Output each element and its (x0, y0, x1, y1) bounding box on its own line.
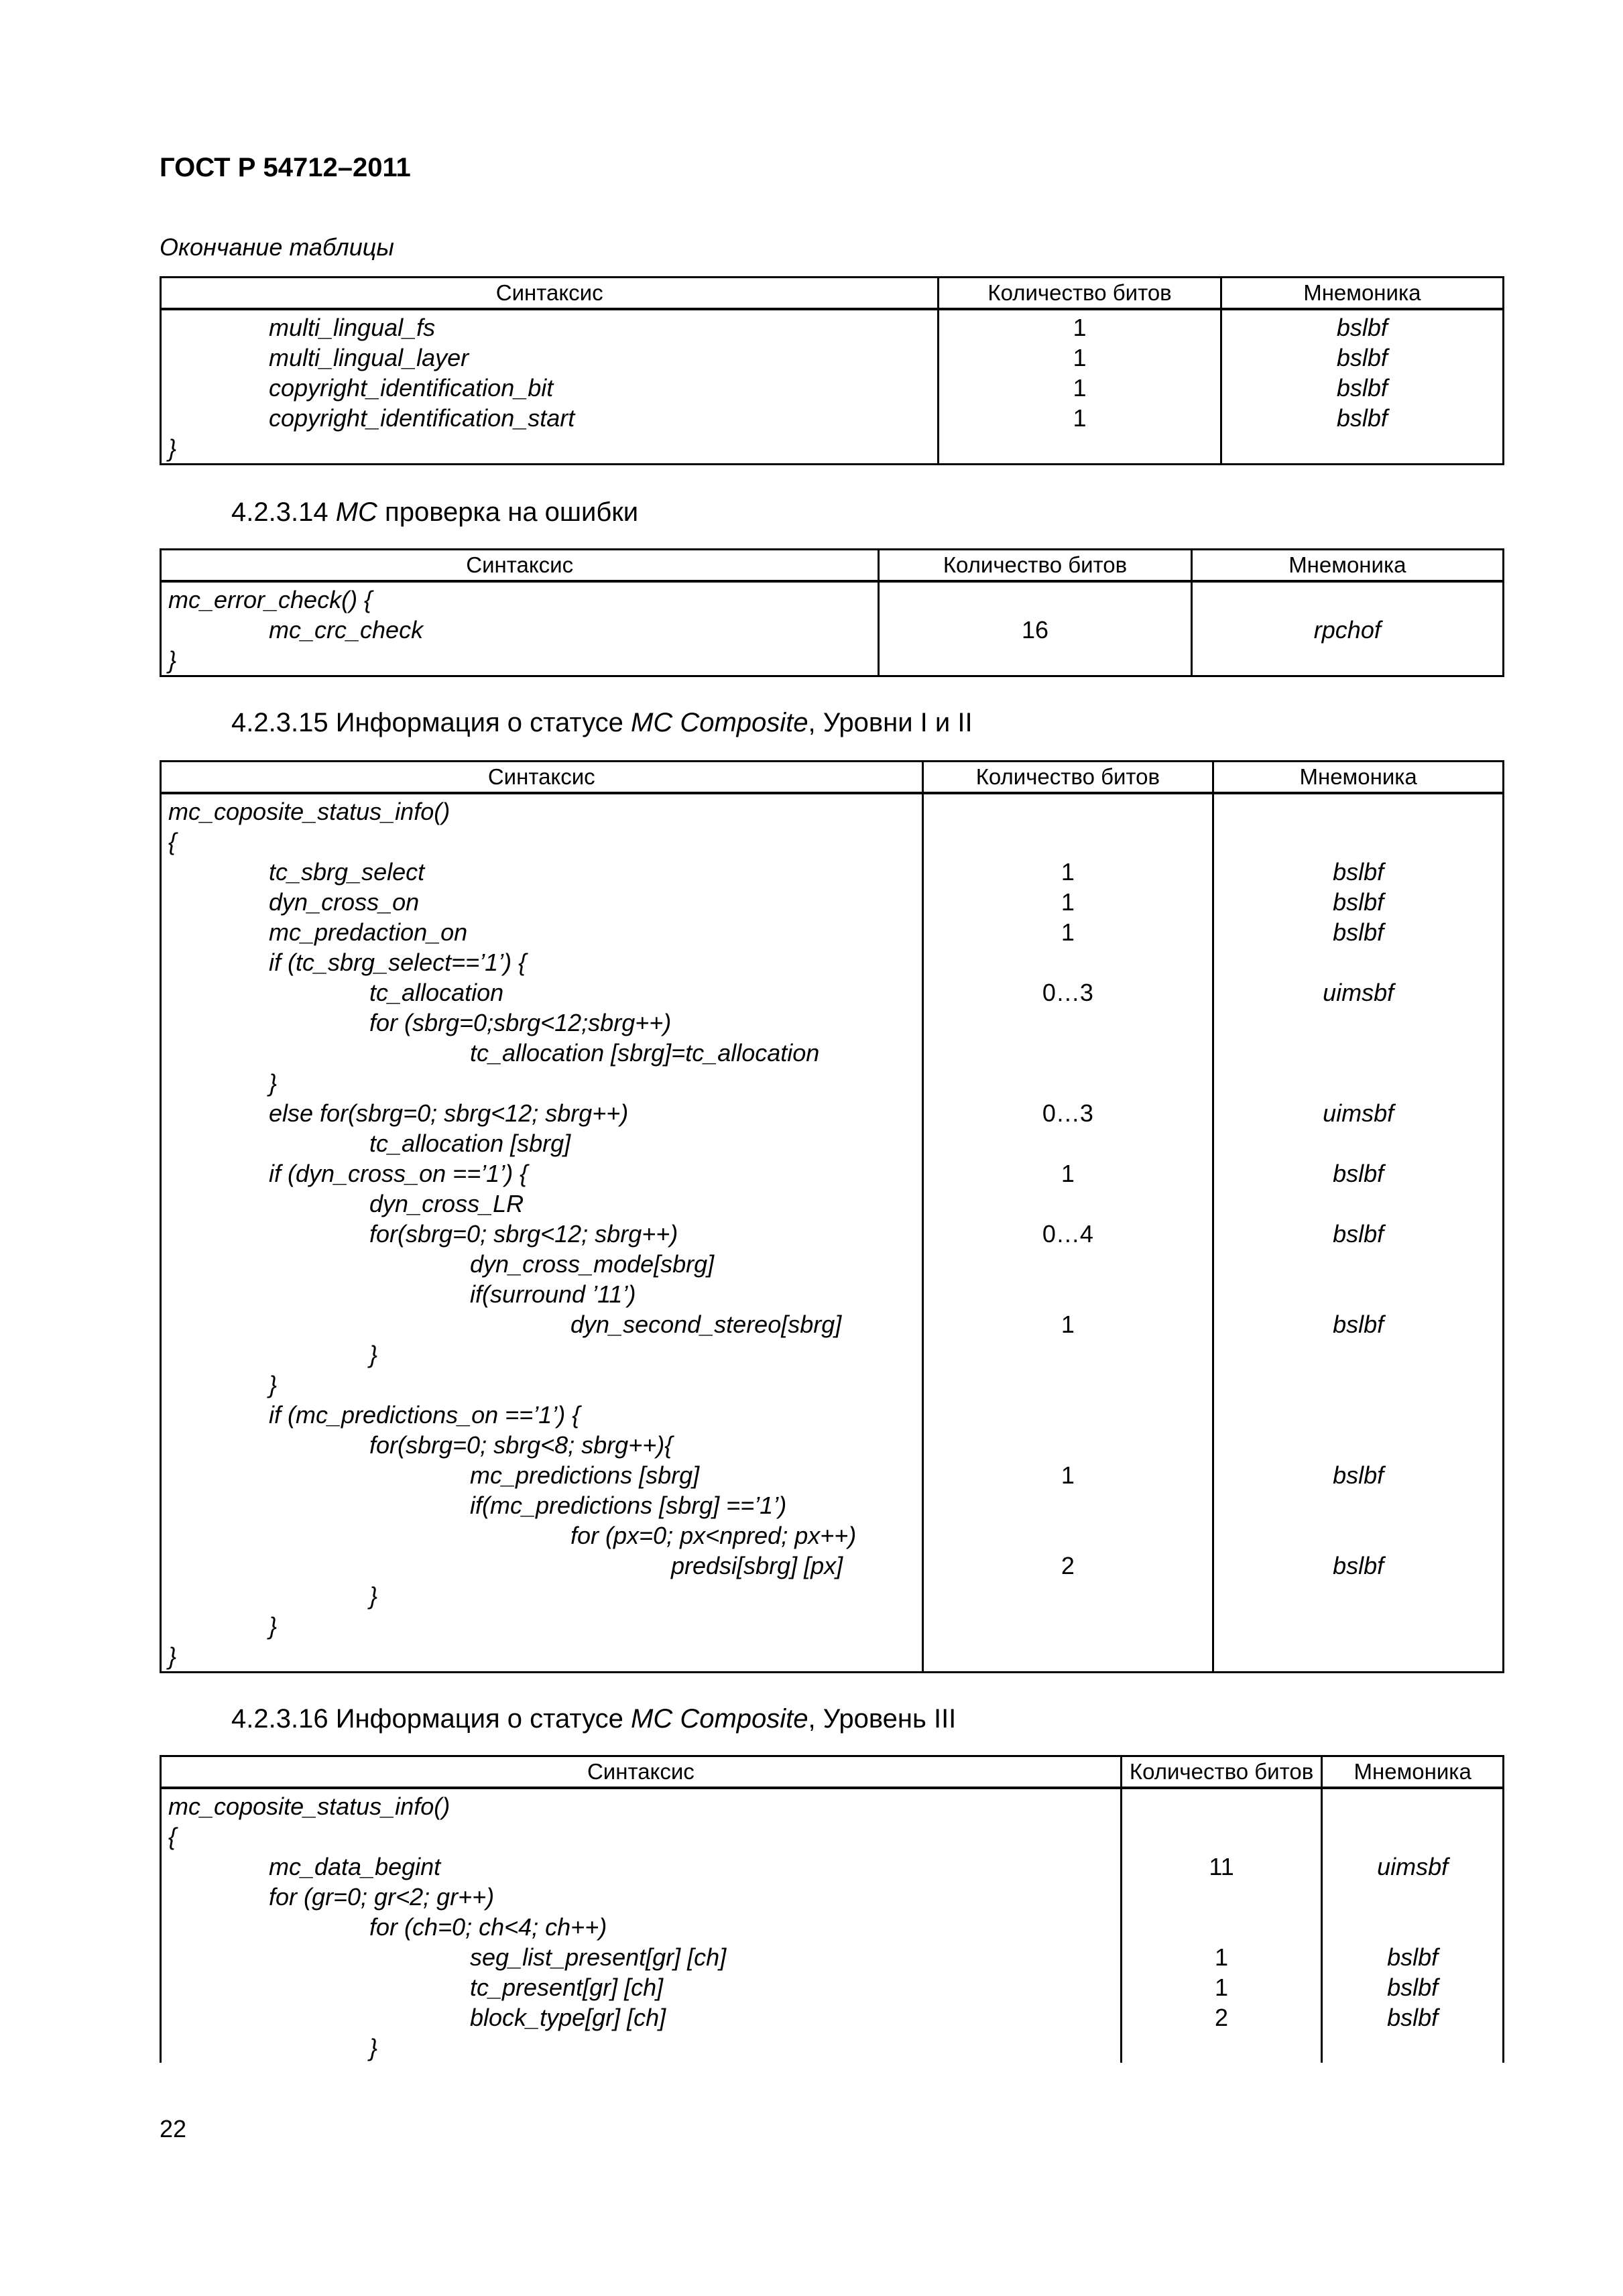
bits-value (924, 1128, 1213, 1158)
syntax-column (161, 581, 879, 676)
code-line: { (168, 1823, 177, 1850)
mnemonic-value (1214, 1128, 1502, 1158)
code-line: mc_coposite_status_info() (168, 1793, 450, 1820)
code-line: multi_lingual_fs (269, 314, 436, 341)
header-syntax: Синтаксис (161, 550, 879, 582)
code-line: if (mc_predictions_on ==’1’) { (269, 1401, 581, 1429)
mnemonic-value: bslbf (1333, 1461, 1384, 1489)
code-line: tc_allocation [sbrg] (369, 1130, 571, 1157)
mnemonic-value (1214, 1490, 1502, 1520)
bits-value: 1 (1073, 344, 1087, 371)
code-line: for(sbrg=0; sbrg<8; sbrg++){ (369, 1431, 673, 1459)
mnemonic-value (1214, 947, 1502, 977)
code-line: for (sbrg=0;sbrg<12;sbrg++) (369, 1009, 672, 1036)
bits-value: 1 (1061, 888, 1075, 916)
mnemonic-value: bslbf (1387, 2004, 1439, 2031)
mnemonic-value: bslbf (1333, 1311, 1384, 1338)
mnemonic-value: bslbf (1333, 1160, 1384, 1187)
bits-value (924, 796, 1213, 827)
bits-column (922, 793, 1213, 1673)
mnemonic-value (1214, 1400, 1502, 1430)
code-line: } (269, 1069, 278, 1097)
mnemonic-value (1323, 2033, 1502, 2063)
bits-value: 0…4 (1042, 1220, 1093, 1248)
bits-value: 1 (1073, 374, 1087, 402)
bits-value (1122, 1821, 1321, 1852)
header-mnemonic: Мнемоника (1213, 762, 1504, 794)
mnemonic-value: uimsbf (1323, 1099, 1394, 1127)
section-emphasis: MC Composite (631, 708, 808, 737)
bits-value (924, 1008, 1213, 1038)
bits-value (924, 1279, 1213, 1309)
bits-value: 1 (1061, 918, 1075, 946)
syntax-column (161, 309, 939, 465)
bits-value: 2 (1215, 2004, 1229, 2031)
code-line: if(mc_predictions [sbrg] ==’1’) (470, 1492, 787, 1519)
bits-value (924, 1611, 1213, 1641)
bits-value: 1 (1061, 1160, 1075, 1187)
bits-value (924, 1581, 1213, 1611)
code-line: mc_predaction_on (269, 918, 468, 946)
mnemonic-value (1214, 1581, 1502, 1611)
mnemonic-value: rpchof (1313, 616, 1381, 644)
section-heading-14 (231, 497, 638, 528)
syntax-column (161, 793, 923, 1673)
code-line: if (dyn_cross_on ==’1’) { (269, 1160, 528, 1187)
mnemonic-column (1191, 581, 1503, 676)
header-syntax: Синтаксис (161, 762, 923, 794)
bits-value: 1 (1073, 314, 1087, 341)
mnemonic-column (1322, 1788, 1504, 2063)
mnemonic-value (1214, 1189, 1502, 1219)
code-line: for (ch=0; ch<4; ch++) (369, 1913, 607, 1941)
code-line: if(surround ’11’) (470, 1280, 636, 1308)
section-heading-15 (231, 708, 973, 738)
section-text: Информация о статусе (335, 708, 623, 737)
mnemonic-value (1214, 796, 1502, 827)
bits-value: 1 (1061, 858, 1075, 886)
code-line: mc_crc_check (269, 616, 424, 644)
header-bits: Количество битов (1121, 1756, 1322, 1789)
section-emphasis: MC Composite (631, 1704, 808, 1734)
table-mc-composite-status-3 (160, 1755, 1504, 2063)
mnemonic-column (1221, 309, 1503, 465)
bits-value (924, 1038, 1213, 1068)
table-continuation (160, 276, 1504, 465)
mnemonic-value (1323, 1791, 1502, 1821)
code-line: else for(sbrg=0; sbrg<12; sbrg++) (269, 1099, 629, 1127)
bits-value (880, 645, 1190, 675)
code-line: } (168, 1642, 177, 1670)
bits-value: 0…3 (1042, 979, 1093, 1006)
header-mnemonic: Мнемоника (1221, 278, 1503, 310)
code-line: seg_list_present[gr] [ch] (470, 1943, 727, 1971)
code-line: dyn_cross_mode[sbrg] (470, 1250, 715, 1278)
mnemonic-value (1323, 1912, 1502, 1942)
code-line: { (168, 828, 177, 855)
table-mc-error-check (160, 548, 1504, 677)
section-number: 4.2.3.14 (231, 497, 328, 527)
bits-value (924, 1068, 1213, 1098)
mnemonic-value: bslbf (1333, 888, 1384, 916)
section-number: 4.2.3.16 (231, 1704, 328, 1734)
bits-value: 16 (1021, 616, 1049, 644)
mnemonic-value (1193, 585, 1502, 615)
syntax-column (161, 1788, 1122, 2063)
mnemonic-value (1214, 1249, 1502, 1279)
code-line: } (369, 1341, 378, 1368)
bits-value: 0…3 (1042, 1099, 1093, 1127)
bits-value: 1 (1073, 404, 1087, 432)
bits-value (924, 1520, 1213, 1551)
bits-value (1122, 1882, 1321, 1912)
code-line: tc_present[gr] [ch] (470, 1974, 664, 2001)
bits-value: 1 (1215, 1943, 1229, 1971)
bits-column (879, 581, 1191, 676)
code-line: } (168, 434, 177, 462)
mnemonic-value (1214, 1279, 1502, 1309)
section-emphasis: MC (335, 497, 377, 527)
mnemonic-value: bslbf (1336, 374, 1388, 402)
code-line: copyright_identification_bit (269, 374, 554, 402)
code-line: } (369, 2034, 378, 2061)
bits-value: 1 (1061, 1311, 1075, 1338)
mnemonic-value (1323, 1821, 1502, 1852)
bits-value (939, 433, 1219, 463)
header-syntax: Синтаксис (161, 1756, 1122, 1789)
header-bits: Количество битов (939, 278, 1221, 310)
code-line: } (269, 1612, 278, 1640)
header-bits: Количество битов (879, 550, 1191, 582)
mnemonic-value: bslbf (1387, 1974, 1439, 2001)
mnemonic-value: bslbf (1336, 404, 1388, 432)
code-line: dyn_cross_LR (369, 1190, 524, 1217)
mnemonic-value (1214, 827, 1502, 857)
mnemonic-value: bslbf (1333, 1220, 1384, 1248)
mnemonic-value (1214, 1520, 1502, 1551)
bits-value: 1 (1061, 1461, 1075, 1489)
section-text: , Уровень III (808, 1704, 957, 1734)
section-number: 4.2.3.15 (231, 708, 328, 737)
mnemonic-value: bslbf (1336, 314, 1388, 341)
bits-value (924, 1370, 1213, 1400)
mnemonic-value: bslbf (1336, 344, 1388, 371)
code-line: } (168, 646, 177, 674)
section-text: , Уровни I и II (808, 708, 973, 737)
bits-value (924, 1430, 1213, 1460)
mnemonic-value (1323, 1882, 1502, 1912)
mnemonic-value: uimsbf (1377, 1853, 1449, 1880)
bits-value (924, 947, 1213, 977)
mnemonic-column (1213, 793, 1504, 1673)
bits-column (1121, 1788, 1322, 2063)
mnemonic-value (1214, 1370, 1502, 1400)
bits-value (924, 1641, 1213, 1671)
mnemonic-value (1193, 645, 1502, 675)
code-line: predsi[sbrg] [px] (671, 1552, 843, 1579)
code-line: } (369, 1582, 378, 1610)
code-line: } (269, 1371, 278, 1398)
mnemonic-value (1214, 1038, 1502, 1068)
bits-value (880, 585, 1190, 615)
bits-value (924, 827, 1213, 857)
code-line: mc_coposite_status_info() (168, 798, 450, 825)
code-line: for(sbrg=0; sbrg<12; sbrg++) (369, 1220, 678, 1248)
mnemonic-value: bslbf (1333, 1552, 1384, 1579)
code-line: multi_lingual_layer (269, 344, 469, 371)
code-line: if (tc_sbrg_select==’1’) { (269, 949, 527, 976)
mnemonic-value (1214, 1641, 1502, 1671)
header-mnemonic: Мнемоника (1322, 1756, 1504, 1789)
document-header: ГОСТ Р 54712–2011 (160, 153, 411, 182)
table-mc-composite-status-1-2 (160, 760, 1504, 1673)
code-line: tc_allocation (369, 979, 504, 1006)
bits-value (924, 1249, 1213, 1279)
bits-value (1122, 1912, 1321, 1942)
header-bits: Количество битов (922, 762, 1213, 794)
table-caption: Окончание таблицы (160, 233, 394, 261)
code-line: for (gr=0; gr<2; gr++) (269, 1883, 495, 1911)
section-heading-16 (231, 1704, 956, 1734)
code-line: tc_allocation [sbrg]=tc_allocation (470, 1039, 820, 1067)
bits-value: 11 (1209, 1853, 1234, 1880)
code-line: for (px=0; px<npred; px++) (570, 1522, 857, 1549)
mnemonic-value (1214, 1008, 1502, 1038)
code-line: block_type[gr] [ch] (470, 2004, 666, 2031)
code-line: mc_predictions [sbrg] (470, 1461, 700, 1489)
bits-value (924, 1400, 1213, 1430)
code-line: mc_error_check() { (168, 586, 373, 613)
section-text: проверка на ошибки (385, 497, 639, 527)
mnemonic-value (1222, 433, 1502, 463)
mnemonic-value: bslbf (1333, 918, 1384, 946)
code-line: copyright_identification_start (269, 404, 575, 432)
bits-value (924, 1339, 1213, 1370)
code-line: mc_data_begint (269, 1853, 441, 1880)
bits-column (939, 309, 1221, 465)
header-syntax: Синтаксис (161, 278, 939, 310)
mnemonic-value (1214, 1611, 1502, 1641)
bits-value (1122, 1791, 1321, 1821)
header-mnemonic: Мнемоника (1191, 550, 1503, 582)
code-line: dyn_cross_on (269, 888, 420, 916)
bits-value (924, 1189, 1213, 1219)
mnemonic-value: uimsbf (1323, 979, 1394, 1006)
mnemonic-value: bslbf (1333, 858, 1384, 886)
code-line: tc_sbrg_select (269, 858, 425, 886)
mnemonic-value (1214, 1430, 1502, 1460)
page-number: 22 (160, 2115, 187, 2142)
mnemonic-value: bslbf (1387, 1943, 1439, 1971)
mnemonic-value (1214, 1339, 1502, 1370)
bits-value (924, 1490, 1213, 1520)
bits-value: 1 (1215, 1974, 1229, 2001)
bits-value (1122, 2033, 1321, 2063)
section-text: Информация о статусе (335, 1704, 623, 1734)
code-line: dyn_second_stereo[sbrg] (570, 1311, 842, 1338)
bits-value: 2 (1061, 1552, 1075, 1579)
mnemonic-value (1214, 1068, 1502, 1098)
